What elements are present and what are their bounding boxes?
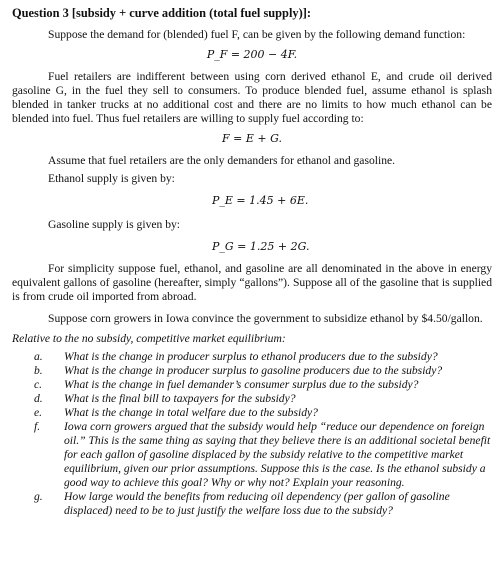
- question-marker: g.: [34, 490, 43, 503]
- question-text: What is the final bill to taxpayers for the subsidy?: [64, 392, 296, 405]
- question-marker: d.: [34, 392, 43, 405]
- question-item: [12, 392, 492, 406]
- equation-fuel: F = E + G.: [222, 132, 282, 145]
- question-text: How large would the benefits from reducing oil dependency (per gallon of gasoline displaced) need to be to just justify the welfare loss due to the subsidy?: [64, 490, 450, 517]
- question-item: [12, 364, 492, 378]
- paragraph-demanders: Assume that fuel retailers are the only demanders for ethanol and gasoline.: [48, 154, 396, 167]
- paragraph-demand-intro: Suppose the demand for (blended) fuel F, can be given by the following demand function:: [48, 28, 466, 41]
- equation-ethanol: P_E = 1.45 + 6E.: [212, 194, 309, 207]
- question-marker: f.: [34, 420, 41, 433]
- question-item: [12, 378, 492, 392]
- question-item: [12, 490, 492, 518]
- question-marker: b.: [34, 364, 43, 377]
- question-marker: a.: [34, 350, 43, 363]
- question-item: [12, 420, 492, 490]
- question-text: What is the change in producer surplus to gasoline producers due to the subsidy?: [64, 364, 443, 377]
- question-heading: Question 3 [subsidy + curve addition (total fuel supply)]:: [12, 6, 311, 20]
- paragraph-gasoline-supply: Gasoline supply is given by:: [48, 218, 181, 231]
- question-text: What is the change in fuel demander’s consumer surplus due to the subsidy?: [64, 378, 419, 391]
- paragraph-retailers: Fuel retailers are indifferent between using corn derived ethanol E, and crude oil derived gasoline G, in the fuel they sell to consumers. To produce blended fuel, assume ethanol is splash blended in tanker trucks at no additional cost and there are no limits to how much ethanol can be blended into fuel. Thus fuel retailers are willing to supply fuel according to:: [12, 70, 492, 125]
- question-text: What is the change in producer surplus to ethanol producers due to the subsidy?: [64, 350, 438, 363]
- question-text: Iowa corn growers argued that the subsidy would help “reduce our dependence on foreign oil.” This is the same thing as saying that they believe there is an additional societal benefit for each gallon of gasoline displaced by the subsidy relative to the competitive market equilibrium, given our prior assumptions. Suppose this is the case. Is the ethanol subsidy a good way to achieve this goal? Why or why not? Explain your reasoning.: [64, 420, 491, 489]
- paragraph-subsidy: Suppose corn growers in Iowa convince the government to subsidize ethanol by $4.50/gallon.: [48, 312, 483, 325]
- paragraph-units: For simplicity suppose fuel, ethanol, and gasoline are all denominated in the above in energy equivalent gallons of gasoline (hereafter, simply “gallons”). Suppose all of the gasoline that is supplied is from crude oil imported from abroad.: [12, 262, 492, 303]
- question-item: [12, 406, 492, 420]
- question-marker: c.: [34, 378, 43, 391]
- question-marker: e.: [34, 406, 43, 419]
- equation-gasoline: P_G = 1.25 + 2G.: [212, 240, 310, 253]
- question-text: What is the change in total welfare due to the subsidy?: [64, 406, 318, 419]
- paragraph-ethanol-supply: Ethanol supply is given by:: [48, 172, 175, 185]
- question-item: [12, 350, 492, 364]
- question-list: [12, 350, 492, 518]
- equation-demand: P_F = 200 − 4F.: [206, 48, 298, 61]
- questions-intro: Relative to the no subsidy, competitive market equilibrium:: [12, 332, 286, 345]
